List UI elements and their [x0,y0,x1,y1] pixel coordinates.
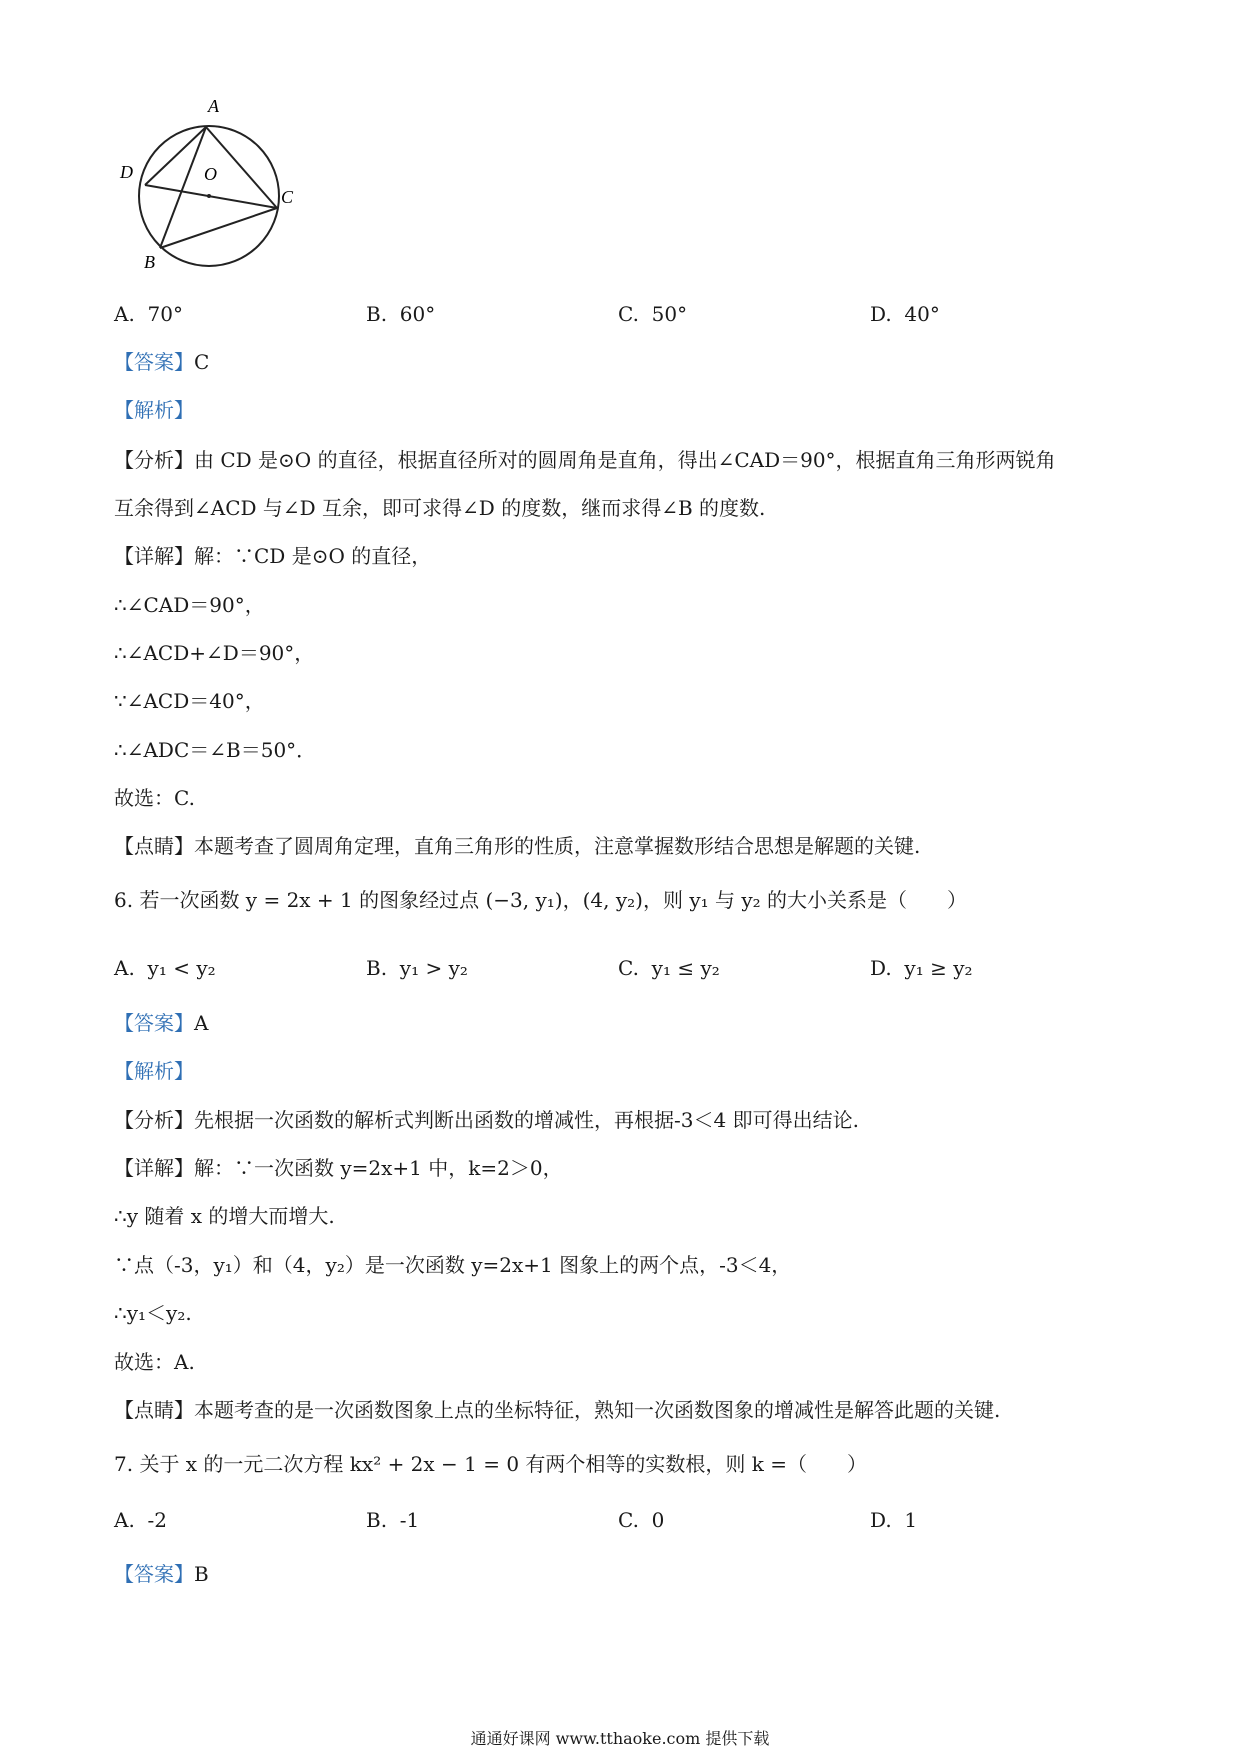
q5-answer: 【答案】C [114,350,210,374]
q6-answer: 【答案】A [114,1011,209,1035]
chord-ab [160,127,206,248]
q5-option-d: D. 40° [870,302,940,326]
q6-xiangjie: 【详解】解：∵一次函数 y=2x+1 中，k=2＞0， [114,1156,563,1180]
q6-fenxi: 【分析】先根据一次函数的解析式判断出函数的增减性，再根据-3＜4 即可得出结论. [114,1108,859,1132]
q5-option-b: B. 60° [366,302,436,326]
q6-option-c: C. y₁ ≤ y₂ [618,956,720,980]
diameter-cd [145,185,277,208]
q6-step-1: ∴y 随着 x 的增大而增大. [114,1204,335,1228]
q5-xiangjie: 【详解】解：∵CD 是⊙O 的直径， [114,544,432,568]
q6-analysis-heading: 【解析】 [114,1059,194,1083]
chord-bc [160,208,277,248]
q5-analysis-heading: 【解析】 [114,398,194,422]
label-a: A [208,98,219,116]
q7-option-b: B. -1 [366,1508,420,1532]
q5-dianjing: 【点睛】本题考查了圆周角定理，直角三角形的性质，注意掌握数形结合思想是解题的关键. [114,834,921,858]
q6-dianjing: 【点睛】本题考查的是一次函数图象上点的坐标特征，熟知一次函数图象的增减性是解答此题的关键. [114,1398,1001,1422]
center-point [207,194,211,198]
label-b: B [144,252,155,272]
q6-option-a: A. y₁ < y₂ [114,956,216,980]
page-footer: 通通好课网 www.tthaoke.com 提供下载 [470,1729,770,1748]
q5-step-3: ∵∠ACD＝40°， [114,689,265,713]
label-o: O [204,164,217,184]
q7-question: 7. 关于 x 的一元二次方程 kx² + 2x − 1 = 0 有两个相等的实数根，则 k =（ ） [114,1452,868,1476]
q7-option-a: A. -2 [114,1508,168,1532]
q7-option-c: C. 0 [618,1508,665,1532]
q6-step-3: ∴y₁＜y₂. [114,1301,192,1325]
q6-choice: 故选：A. [114,1350,195,1374]
q5-choice: 故选：C. [114,786,195,810]
q5-fenxi: 【分析】由 CD 是⊙O 的直径，根据直径所对的圆周角是直角，得出∠CAD＝90°，根据直角三角形两锐角 [114,448,1056,472]
q6-option-b: B. y₁ > y₂ [366,956,468,980]
q5-fenxi-cont: 互余得到∠ACD 与∠D 互余，即可求得∠D 的度数，继而求得∠B 的度数. [114,496,766,520]
q7-option-d: D. 1 [870,1508,918,1532]
q6-question: 6. 若一次函数 y = 2x + 1 的图象经过点 (−3, y₁)，(4, y₂)，则 y₁ 与 y₂ 的大小关系是（ ） [114,888,968,912]
q7-answer: 【答案】B [114,1562,209,1586]
label-d: D [120,162,133,182]
q5-option-a: A. 70° [114,302,183,326]
q5-step-1: ∴∠CAD＝90°， [114,593,265,617]
label-c: C [281,187,294,207]
q5-option-c: C. 50° [618,302,688,326]
chord-ad [145,127,206,185]
q5-step-4: ∴∠ADC＝∠B＝50°． [114,738,317,762]
q6-option-d: D. y₁ ≥ y₂ [870,956,973,980]
q5-step-2: ∴∠ACD+∠D＝90°， [114,641,315,665]
q6-step-2: ∵点（-3，y₁）和（4，y₂）是一次函数 y=2x+1 图象上的两个点，-3＜4， [114,1253,792,1277]
circle-figure [108,98,308,278]
